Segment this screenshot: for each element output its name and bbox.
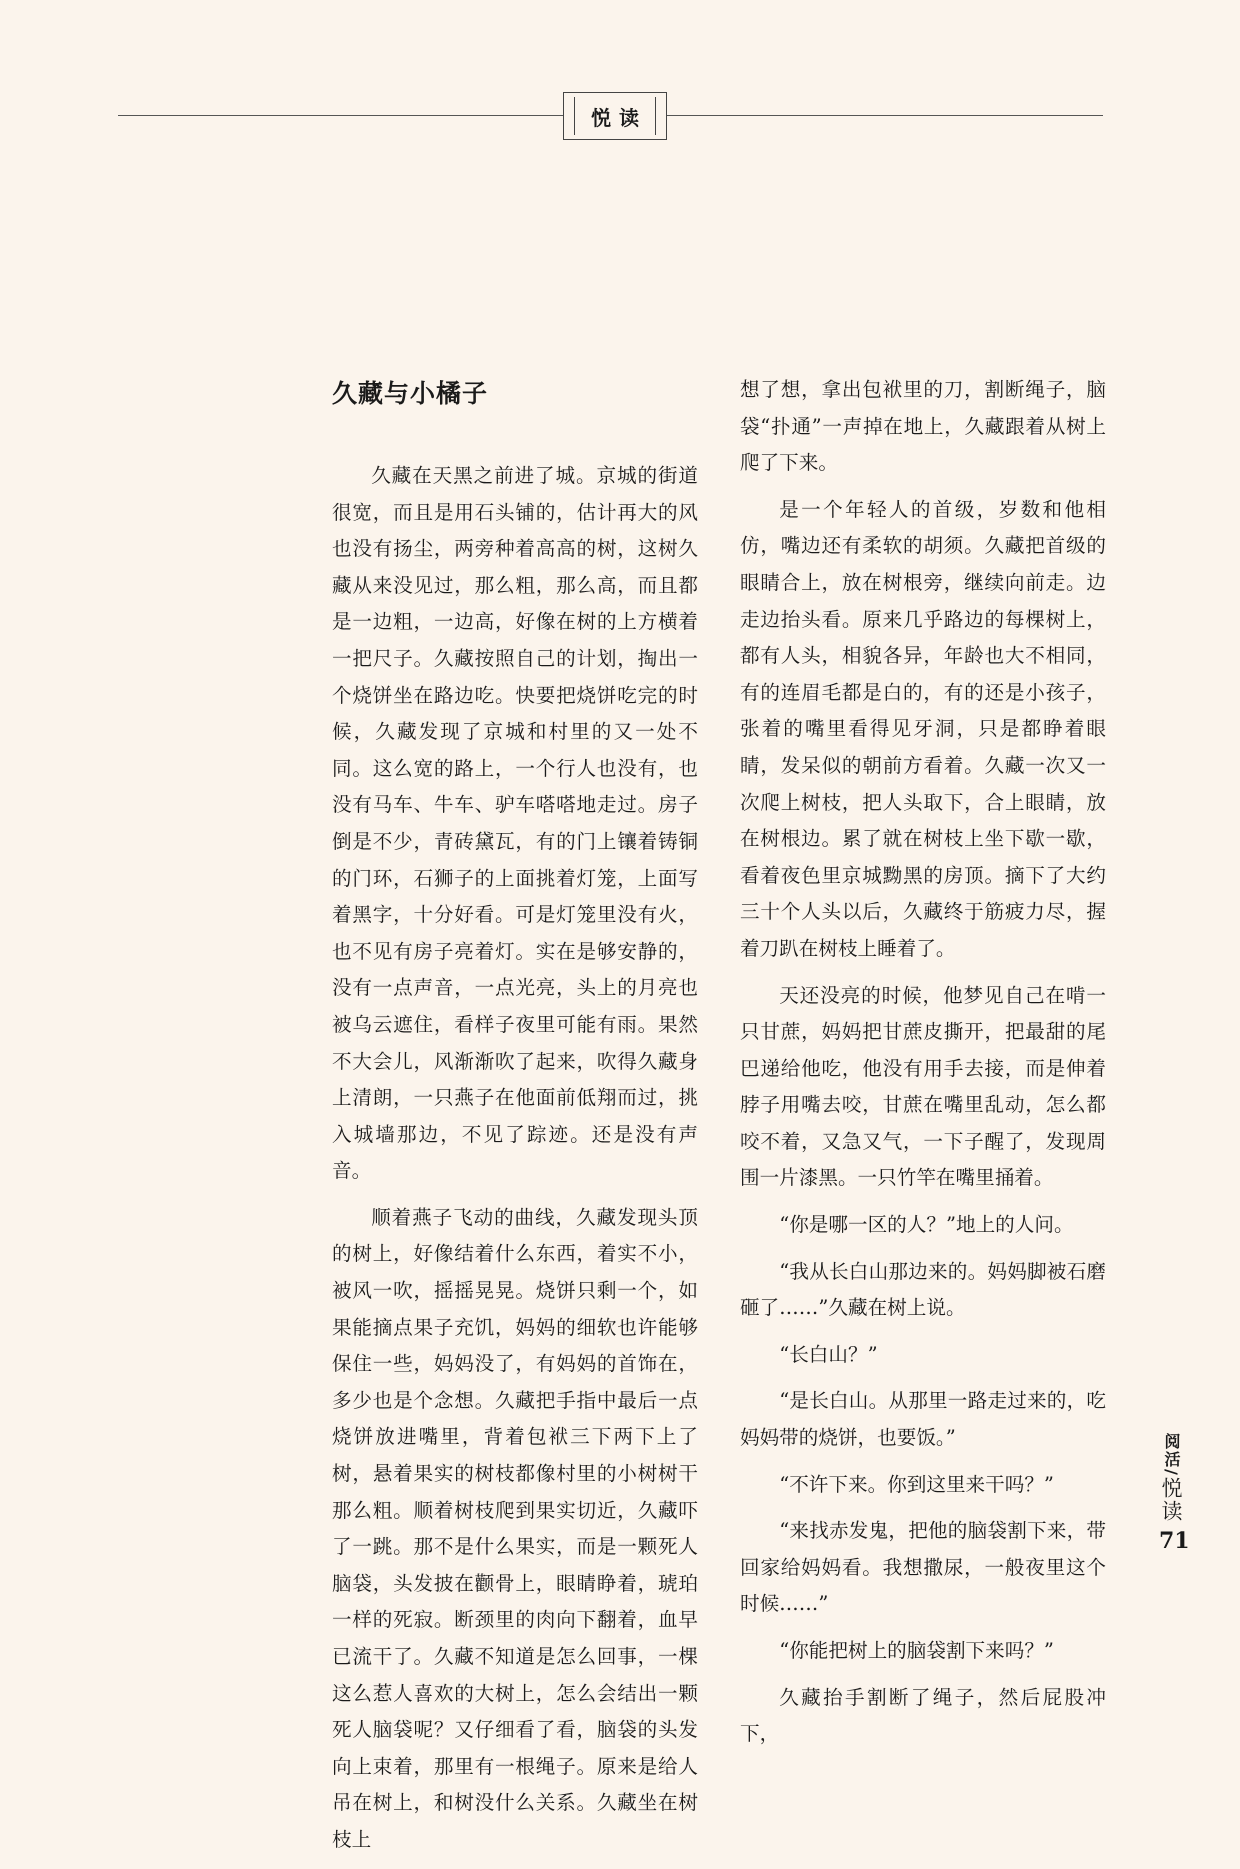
dialogue-line: “来找赤发鬼，把他的脑袋割下来，带回家给妈妈看。我想撒尿，一般夜里这个时候……” (740, 1519, 1106, 1616)
side-tag-slash: / (1162, 1469, 1181, 1477)
paragraph: 久藏在天黑之前进了城。京城的街道很宽，而且是用石头铺的，估计再大的风也没有扬尘，两旁种着高高的树，这树久藏从来没见过，那么粗，那么高，而且都是一边粗，一边高，好像在树的上方横着一把尺子。久藏按照自己的计划，掏出一个烧饼坐在路边吃。快要把烧饼吃完的时候，久藏发现了京城和村里的又一处不同。这么宽的路上，一个行人也没有，也没有马车、牛车、驴车嗒嗒地走过。房子倒是不少，青砖黛瓦，有的门上镶着铸铜的门环，石狮子的上面挑着灯笼，上面写着黑字，十分好看。可是灯笼里没有火，也不见有房子亮着灯。实在是够安静的，没有一点声音，一点光亮，头上的月亮也被乌云遮住，看样子夜里可能有雨。果然不大会儿，风渐渐吹了起来，吹得久藏身上清朗，一只燕子在他面前低翔而过，挑入城墙那边，不见了踪迹。还是没有声音。 (332, 464, 698, 1183)
section-header-box (563, 92, 667, 140)
paragraph: 天还没亮的时候，他梦见自己在啃一只甘蔗，妈妈把甘蔗皮撕开，把最甜的尾巴递给他吃，他没有用手去接，而是伸着脖子用嘴去咬，甘蔗在嘴里乱动，怎么都咬不着，又急又气，一下子醒了，发现周围一片漆黑。一只竹竿在嘴里捅着。 (740, 983, 1106, 1190)
right-column (740, 372, 1106, 1763)
dialogue-line: “你能把树上的脑袋割下来吗？” (779, 1639, 1054, 1662)
article-title: 久藏与小橘子 (332, 379, 489, 408)
dialogue-line: “长白山？” (779, 1342, 878, 1366)
dialogue-line: “你是哪一区的人？”地上的人问。 (779, 1213, 1074, 1237)
section-name: 悦读 (1159, 1476, 1183, 1523)
paragraph: 久藏抬手割断了绳子，然后屁股冲下， (740, 1685, 1106, 1746)
left-column (332, 458, 698, 1869)
page-number: 71 (1159, 1528, 1190, 1554)
section-side-tag (1160, 1433, 1186, 1523)
section-header-label: 悦读 (574, 97, 656, 135)
magazine-name: 阅活 (1162, 1433, 1181, 1469)
paragraph-continuation: 想了想，拿出包袱里的刀，割断绳子，脑袋“扑通”一声掉在地上，久藏跟着从树上爬了下来。 (740, 378, 1106, 475)
paragraph: 是一个年轻人的首级，岁数和他相仿，嘴边还有柔软的胡须。久藏把首级的眼睛合上，放在树根旁，继续向前走。边走边抬头看。原来几乎路边的每棵树上，都有人头，相貌各异，年龄也大不相同，有的连眉毛都是白的，有的还是小孩子，张着的嘴里看得见牙洞，只是都睁着眼睛，发呆似的朝前方看着。久藏一次又一次爬上树枝，把人头取下，合上眼睛，放在树根边。累了就在树枝上坐下歇一歇，看着夜色里京城黝黑的房顶。摘下了大约三十个人头以后，久藏终于筋疲力尽，握着刀趴在树枝上睡着了。 (740, 497, 1106, 960)
dialogue-line: “我从长白山那边来的。妈妈脚被石磨砸了……”久藏在树上说。 (740, 1259, 1106, 1320)
paragraph: 顺着燕子飞动的曲线，久藏发现头顶的树上，好像结着什么东西，着实不小，被风一吹，摇摇晃晃。烧饼只剩一个，如果能摘点果子充饥，妈妈的细软也许能够保住一些，妈妈没了，有妈妈的首饰在，多少也是个念想。久藏把手指中最后一点烧饼放进嘴里，背着包袱三下两下上了树，悬着果实的树枝都像村里的小树树干那么粗。顺着树枝爬到果实切近，久藏吓了一跳。那不是什么果实，而是一颗死人脑袋，头发披在颧骨上，眼睛睁着，琥珀一样的死寂。断颈里的肉向下翻着，血早已流干了。久藏不知道是怎么回事，一棵这么惹人喜欢的大树上，怎么会结出一颗死人脑袋呢？又仔细看了看，脑袋的头发向上束着，那里有一根绳子。原来是给人吊在树上，和树没什么关系。久藏坐在树枝上 (332, 1205, 698, 1851)
dialogue-line: “是长白山。从那里一路走过来的，吃妈妈带的烧饼，也要饭。” (740, 1389, 1106, 1450)
dialogue-line: “不许下来。你到这里来干吗？” (779, 1472, 1054, 1496)
